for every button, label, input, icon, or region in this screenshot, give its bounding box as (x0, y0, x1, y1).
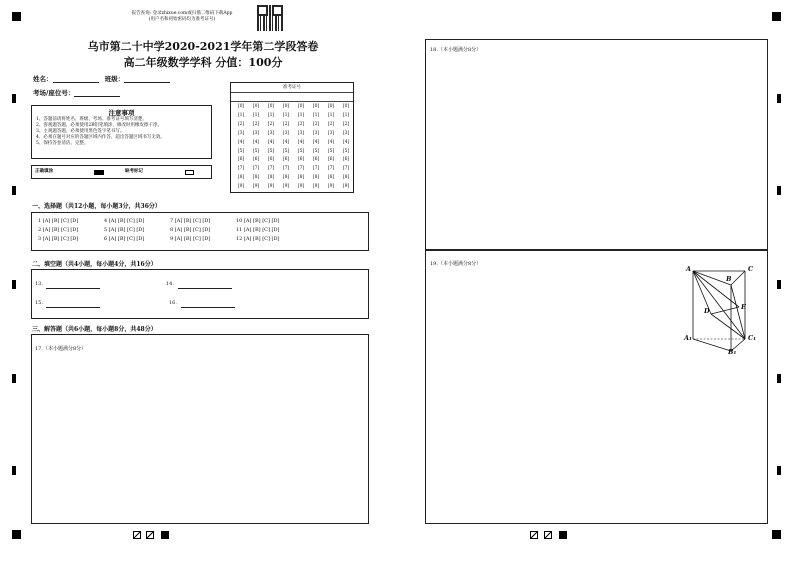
exam-id-bubble[interactable]: [2] (267, 121, 275, 127)
exam-id-bubble[interactable]: [2] (342, 121, 350, 127)
exam-id-bubble[interactable]: [9] (297, 184, 305, 190)
exam-id-bubble[interactable]: [5] (237, 148, 245, 154)
exam-id-bubble[interactable]: [5] (342, 148, 350, 154)
exam-id-bubble[interactable]: [2] (237, 121, 245, 127)
q15-answer-line[interactable] (46, 299, 100, 308)
exam-id-bubble[interactable]: [4] (312, 139, 320, 145)
choice-question[interactable]: 12 [A] [B] [C] [D] (236, 236, 280, 242)
exam-id-bubble[interactable]: [4] (282, 139, 290, 145)
report-notice-line2: (用户名和初始密码均为准考证号) (148, 17, 216, 22)
exam-id-bubble[interactable]: [9] (237, 184, 245, 190)
page-mark-icon (530, 531, 538, 539)
exam-id-bubble[interactable]: [7] (252, 166, 260, 172)
exam-id-bubble[interactable]: [5] (312, 148, 320, 154)
name-label: 姓名： (33, 75, 53, 83)
exam-id-bubble[interactable]: [3] (312, 130, 320, 136)
notes-title: 注意事项 (108, 109, 135, 117)
registration-mark (772, 530, 781, 539)
notes-item: 2、客观题答题，必须使用2B铅笔填涂，修改时用橡皮擦干净。 (36, 123, 163, 128)
vertex-label-d: D (704, 307, 710, 315)
q18-label: 18.（本小题满分8分） (430, 47, 482, 53)
exam-id-bubble[interactable]: [8] (237, 175, 245, 181)
exam-id-bubble[interactable]: [6] (237, 157, 245, 163)
exam-id-bubble[interactable]: [5] (327, 148, 335, 154)
exam-id-bubble[interactable]: [1] (327, 112, 335, 118)
q15-label: 15. (35, 300, 43, 306)
exam-id-bubble[interactable]: [8] (282, 175, 290, 181)
exam-id-column[interactable] (340, 103, 352, 192)
notes-item: 3、主观题答题，必须使用黑色签字笔书写。 (36, 129, 125, 134)
class-field[interactable] (124, 82, 170, 83)
vertex-label-e: E (741, 303, 746, 311)
exam-id-bubble[interactable]: [3] (327, 130, 335, 136)
exam-id-column[interactable] (295, 103, 307, 192)
exam-id-bubble[interactable]: [3] (282, 130, 290, 136)
exam-id-bubble[interactable]: [4] (342, 139, 350, 145)
exam-id-bubble[interactable]: [0] (267, 104, 275, 109)
exam-id-bubble[interactable]: [3] (342, 130, 350, 136)
exam-id-bubble[interactable]: [7] (267, 166, 275, 172)
correct-fill-label: 正确填涂 (35, 169, 53, 174)
exam-id-bubble[interactable]: [4] (327, 139, 335, 145)
exam-id-column[interactable] (325, 103, 337, 192)
exam-id-bubble[interactable]: [8] (312, 175, 320, 181)
exam-id-bubble[interactable]: [5] (252, 148, 260, 154)
timing-mark (777, 94, 781, 103)
choice-question[interactable]: 4 [A] [B] [C] [D] (104, 218, 145, 224)
exam-id-bubble[interactable]: [6] (312, 157, 320, 163)
q16-label: 16. (169, 300, 177, 306)
report-notice-line1: 报告查询: 登录zhixue.com或扫描二维码下载App (131, 11, 233, 16)
exam-id-column[interactable] (235, 103, 247, 192)
q17-label: 17.（本小题满分8分） (35, 346, 87, 352)
exam-id-bubble[interactable]: [8] (342, 175, 350, 181)
exam-id-bubble[interactable]: [2] (327, 121, 335, 127)
exam-id-bubble[interactable]: [8] (252, 175, 260, 181)
choice-question[interactable]: 1 [A] [B] [C] [D] (38, 218, 79, 224)
exam-id-bubble[interactable]: [7] (312, 166, 320, 172)
registration-mark (772, 12, 781, 21)
exam-id-bubble[interactable]: [0] (297, 104, 305, 109)
report-notice (112, 11, 252, 23)
registration-mark (12, 530, 21, 539)
missing-mark-checkbox[interactable] (185, 170, 194, 175)
exam-id-box (230, 82, 354, 193)
exam-id-bubble[interactable]: [7] (327, 166, 335, 172)
timing-mark (12, 186, 16, 195)
exam-id-bubble[interactable]: [1] (297, 112, 305, 118)
exam-id-bubble[interactable]: [4] (237, 139, 245, 145)
exam-id-bubble[interactable]: [3] (267, 130, 275, 136)
exam-id-bubble[interactable]: [3] (237, 130, 245, 136)
class-label: 班级： (104, 75, 125, 83)
q13-label: 13. (35, 281, 43, 287)
exam-id-bubble[interactable]: [9] (327, 184, 335, 190)
exam-id-bubble[interactable]: [1] (267, 112, 275, 118)
missing-mark-label: 缺考标记 (125, 169, 143, 174)
timing-mark (12, 374, 16, 383)
qr-code-icon (257, 5, 283, 31)
choice-question[interactable]: 2 [A] [B] [C] [D] (38, 227, 79, 233)
exam-id-bubble[interactable]: [2] (312, 121, 320, 127)
page-mark-icon (544, 531, 552, 539)
vertex-label-c: C (748, 265, 754, 273)
q14-label: 14. (166, 281, 174, 287)
exam-id-bubble[interactable]: [9] (312, 184, 320, 190)
exam-id-bubble[interactable]: [3] (297, 130, 305, 136)
exam-id-bubble[interactable]: [0] (312, 104, 320, 109)
exam-id-bubble[interactable]: [3] (252, 130, 260, 136)
exam-id-bubble[interactable]: [1] (312, 112, 320, 118)
q18-answer-area[interactable] (425, 39, 768, 250)
vertex-label-b1: B₁ (728, 348, 737, 356)
exam-id-bubble[interactable]: [5] (267, 148, 275, 154)
exam-id-bubble[interactable]: [1] (342, 112, 350, 118)
choice-question[interactable]: 5 [A] [B] [C] [D] (104, 227, 145, 233)
section1-title: 一、选择题（共12小题，每小题3分，共36分） (32, 203, 161, 210)
exam-id-bubble[interactable]: [5] (297, 148, 305, 154)
exam-id-column[interactable] (250, 103, 262, 192)
title-line1: 乌市第二十中学2020-2021学年第二学段答卷 (87, 40, 319, 53)
exam-id-bubble[interactable]: [6] (252, 157, 260, 163)
q19-answer-area[interactable] (425, 250, 768, 524)
exam-id-bubble[interactable]: [6] (327, 157, 335, 163)
exam-id-bubble[interactable]: [6] (282, 157, 290, 163)
exam-id-bubble[interactable]: [6] (267, 157, 275, 163)
q14-answer-line[interactable] (178, 280, 232, 289)
choice-question[interactable]: 11 [A] [B] [C] [D] (236, 227, 280, 233)
page-mark-icon (161, 531, 169, 539)
timing-mark (777, 280, 781, 289)
exam-id-bubble[interactable]: [7] (282, 166, 290, 172)
room-label: 考场/座位号： (33, 89, 75, 97)
timing-mark (777, 374, 781, 383)
timing-mark (777, 466, 781, 475)
exam-id-bubble[interactable]: [7] (237, 166, 245, 172)
vertex-label-c1: C₁ (748, 334, 757, 342)
exam-id-column[interactable] (280, 103, 292, 192)
notes-item: 1、答题前请将姓名、班级、考场、准考证号填写清楚。 (36, 117, 147, 122)
choice-question[interactable]: 7 [A] [B] [C] [D] (170, 218, 211, 224)
exam-id-bubble[interactable]: [7] (297, 166, 305, 172)
vertex-label-b: B (726, 275, 732, 283)
title-line2: 高二年级数学学科 分值：100分 (123, 56, 283, 69)
exam-id-bubble[interactable]: [2] (252, 121, 260, 127)
timing-mark (12, 466, 16, 475)
vertex-label-a1: A₁ (684, 334, 692, 342)
exam-id-bubble[interactable]: [0] (327, 104, 335, 109)
exam-id-bubble[interactable]: [5] (282, 148, 290, 154)
exam-id-bubble[interactable]: [0] (282, 104, 290, 109)
fill-example-box (31, 165, 212, 179)
timing-mark (777, 186, 781, 195)
exam-id-title: 准考证号 (231, 83, 353, 93)
exam-id-bubble[interactable]: [2] (282, 121, 290, 127)
section3-title: 三、解答题（共6小题，每小题8分，共48分） (32, 326, 157, 333)
timing-mark (12, 280, 16, 289)
choice-question[interactable]: 8 [A] [B] [C] [D] (170, 227, 211, 233)
notes-item: 5、保持答卷清洁、完整。 (36, 141, 89, 146)
exam-id-bubble[interactable]: [8] (297, 175, 305, 181)
prism-figure (681, 263, 761, 358)
exam-id-column[interactable] (310, 103, 322, 192)
exam-id-grid (231, 103, 353, 195)
exam-id-bubble[interactable]: [0] (252, 104, 260, 109)
choice-box (31, 212, 369, 251)
exam-id-bubble[interactable]: [0] (237, 104, 245, 109)
choice-question[interactable]: 10 [A] [B] [C] [D] (236, 218, 280, 224)
q16-answer-line[interactable] (181, 299, 235, 308)
fill-blank-box (31, 269, 369, 319)
exam-id-bubble[interactable]: [1] (237, 112, 245, 118)
exam-id-bubble[interactable]: [4] (252, 139, 260, 145)
exam-id-bubble[interactable]: [0] (342, 104, 350, 109)
filled-sample-icon (94, 170, 104, 175)
name-field[interactable] (53, 82, 99, 83)
exam-id-bubble[interactable]: [9] (342, 184, 350, 190)
q17-answer-area[interactable] (31, 334, 369, 524)
exam-id-bubble[interactable]: [4] (267, 139, 275, 145)
student-info (33, 74, 170, 97)
exam-id-bubble[interactable]: [9] (267, 184, 275, 190)
exam-id-bubble[interactable]: [6] (342, 157, 350, 163)
choice-question[interactable]: 6 [A] [B] [C] [D] (104, 236, 145, 242)
page-mark-icon (559, 531, 567, 539)
exam-id-bubble[interactable]: [4] (297, 139, 305, 145)
page-title (73, 38, 333, 70)
notes-item: 4、必须在题号对应的答题区域内作答，超出答题区域书写无效。 (36, 135, 165, 140)
exam-id-bubble[interactable]: [7] (342, 166, 350, 172)
exam-id-bubble[interactable]: [9] (282, 184, 290, 190)
room-field[interactable] (74, 96, 120, 97)
exam-id-bubble[interactable]: [1] (252, 112, 260, 118)
exam-id-bubble[interactable]: [8] (327, 175, 335, 181)
choice-question[interactable]: 9 [A] [B] [C] [D] (170, 236, 211, 242)
page-mark-icon (146, 531, 154, 539)
q13-answer-line[interactable] (46, 280, 100, 289)
notes-box (31, 105, 212, 159)
exam-id-bubble[interactable]: [1] (282, 112, 290, 118)
exam-id-column[interactable] (265, 103, 277, 192)
section2-title: 二、填空题（共4小题，每小题4分，共16分） (32, 261, 157, 268)
q19-label: 19.（本小题满分8分） (430, 261, 482, 267)
registration-mark (12, 12, 21, 21)
choice-question[interactable]: 3 [A] [B] [C] [D] (38, 236, 79, 242)
page-mark-icon (133, 531, 141, 539)
exam-id-bubble[interactable]: [2] (297, 121, 305, 127)
exam-id-bubble[interactable]: [9] (252, 184, 260, 190)
vertex-label-a: A (686, 265, 692, 273)
exam-id-bubble[interactable]: [8] (267, 175, 275, 181)
exam-id-bubble[interactable]: [6] (297, 157, 305, 163)
timing-mark (12, 94, 16, 103)
choice-grid (38, 218, 362, 242)
